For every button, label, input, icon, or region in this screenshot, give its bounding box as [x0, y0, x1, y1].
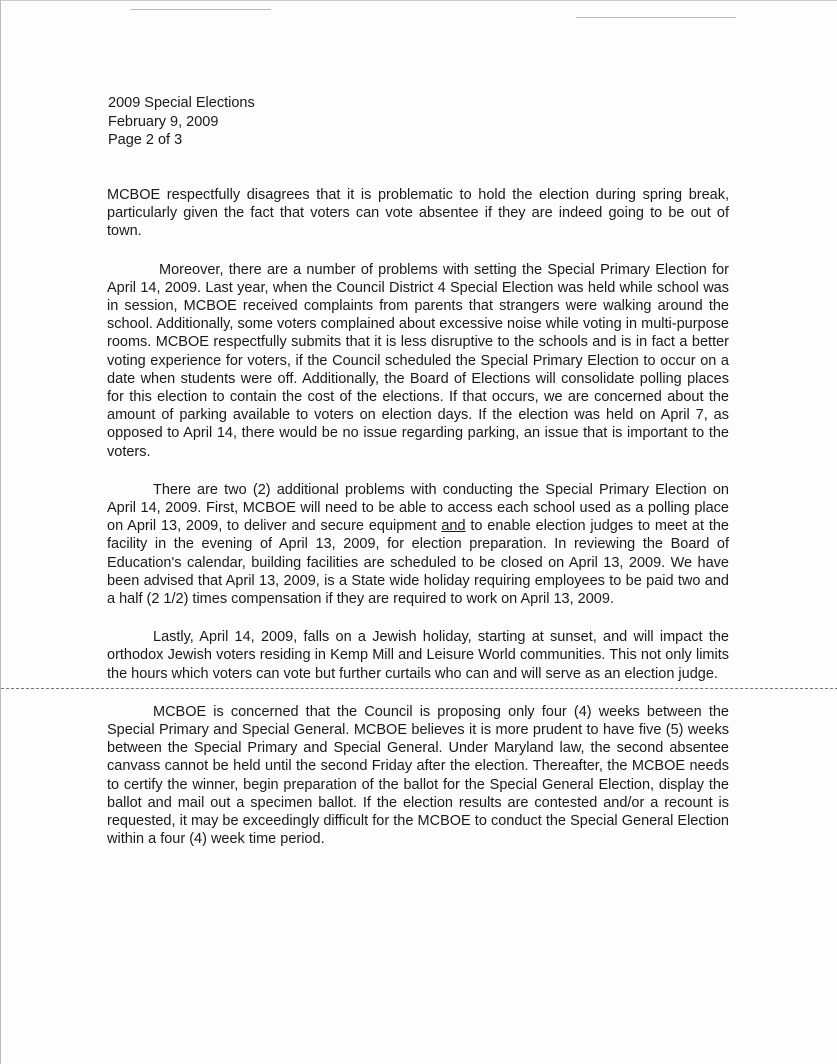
paragraph-additional-problems — [107, 481, 729, 608]
underlined-word: and — [441, 518, 466, 535]
paragraph-text: There are two (2) additional problems with conducting the Special Primary Election on April 14, 2009. First, MCBOE will need to be able to access each school used as a polling place on April 13, 2009, to deliver and secure equipment — [107, 481, 729, 535]
document-body — [107, 186, 729, 869]
paragraph-spring-break: MCBOE respectfully disagrees that it is problematic to hold the election during spring break, particularly given the fact that voters can vote absentee if they are indeed going to be out of town. — [107, 187, 729, 240]
scan-artifact — [576, 17, 736, 18]
header-page-number: Page 2 of 3 — [108, 132, 183, 148]
scan-artifact — [131, 9, 271, 10]
paragraph-problems: Moreover, there are a number of problems with setting the Special Primary Election for April 14, 2009. Last year, when the Council District 4 Special Election was held while school was in session, MCBOE received complaints from parents that strangers were walking around the school. Additionally, some voters complained about excessive noise while voting in multi-purpose rooms. MCBOE respectfully submits that it is less disruptive to the schools and is in fact a better voting experience for voters, if the Council scheduled the Special Primary Election to occur on a date when students were off. Additionally, the Board of Elections will consolidate polling places for this election to contain the cost of the elections. If that occurs, we are concerned about the amount of parking available to voters on election days. If the election was held on April 7, as opposed to April 14, there would be no issue regarding parking, an issue that is important to the voters. — [107, 261, 729, 460]
header-date: February 9, 2009 — [108, 113, 219, 130]
paragraph-text: to enable election judges to meet at the facility in the evening of April 13, 2009, for election preparation. In reviewing the Board of Education's calendar, building facilities are scheduled to be closed on April 13, 2009. We have been advised that April 13, 2009, is a State wide holiday requiring employees to be paid two and a half (2 1/2) times compensation if they are required to work on April 13, 2009. — [107, 518, 729, 608]
paragraph-jewish-holiday: Lastly, April 14, 2009, falls on a Jewish holiday, starting at sunset, and will impact the orthodox Jewish voters residing in Kemp Mill and Leisure World communities. This not only limits the hours which voters can vote but further curtails who can and will serve as an election judge. — [107, 629, 729, 682]
scan-line-artifact — [1, 688, 837, 690]
document-header — [108, 94, 255, 150]
paragraph-four-weeks: MCBOE is concerned that the Council is proposing only four (4) weeks between the Special Primary and Special General. MCBOE believes it is more prudent to have five (5) weeks between the Special Primary and Special General. Under Maryland law, the second absentee canvass cannot be held until the second Friday after the election. Thereafter, the MCBOE needs to certify the winner, begin preparation of the ballot for the Special General Election, display the ballot and mail out a specimen ballot. If the election results are contested and/or a recount is requested, it may be exceedingly difficult for the MCBOE to conduct the Special General Election within a four (4) week time period. — [107, 703, 729, 848]
header-title: 2009 Special Elections — [108, 95, 255, 111]
